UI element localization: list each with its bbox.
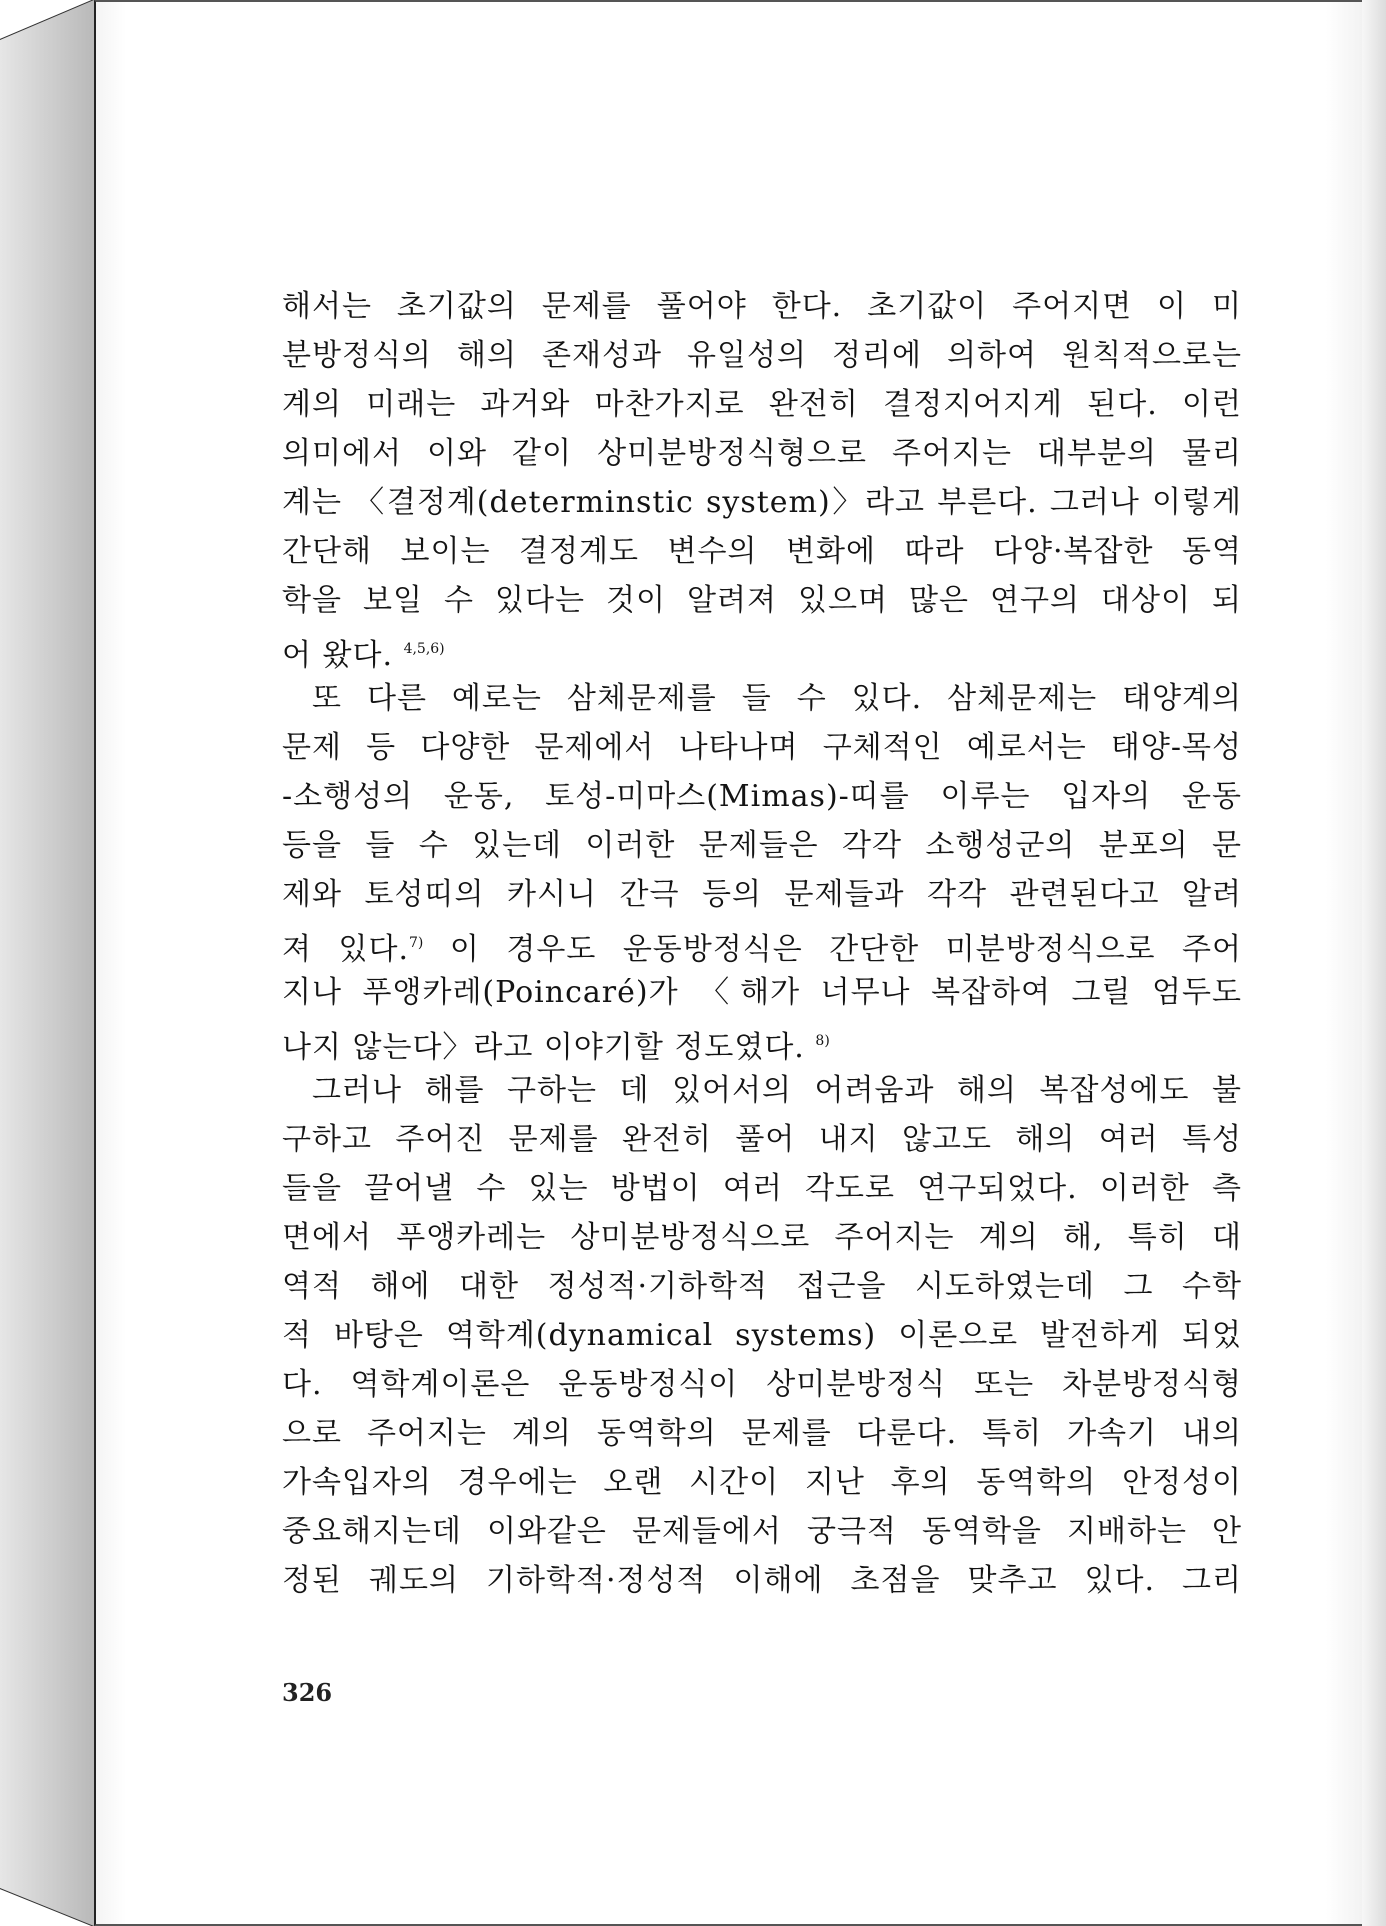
text-line: 해서는 초기값의 문제를 풀어야 한다. 초기값이 주어지면 이 미 (282, 289, 1242, 324)
text-line: 정된 궤도의 기하학적·정성적 이해에 초점을 맞추고 있다. 그리 (282, 1563, 1242, 1598)
text-line: 가속입자의 경우에는 오랜 시간이 지난 후의 동역학의 안정성이 (282, 1465, 1242, 1500)
text-line: 계의 미래는 과거와 마찬가지로 완전히 결정지어지게 된다. 이런 (282, 387, 1242, 422)
text-line: 면에서 푸앵카레는 상미분방정식으로 주어지는 계의 해, 특히 대 (282, 1220, 1242, 1255)
text-line: 그러나 해를 구하는 데 있어서의 어려움과 해의 복잡성에도 불 (312, 1073, 1242, 1108)
text-line: 지나 푸앵카레(Poincaré)가 〈해가 너무나 복잡하여 그릴 엄두도 (282, 975, 1242, 1010)
text-line: 구하고 주어진 문제를 완전히 풀어 내지 않고도 해의 여러 특성 (282, 1122, 1242, 1157)
footnote-ref: 4,5,6) (403, 641, 445, 657)
text-line: 어 왔다. $^{4,5,6)}$ (282, 638, 445, 673)
text-line: 제와 토성띠의 카시니 간극 등의 문제들과 각각 관련된다고 알려 (282, 877, 1242, 912)
text-line: 으로 주어지는 계의 동역학의 문제를 다룬다. 특히 가속기 내의 (282, 1416, 1242, 1451)
text-line: 분방정식의 해의 존재성과 유일성의 정리에 의하여 원칙적으로는 (282, 338, 1242, 373)
text-line: 적 바탕은 역학계(dynamical systems) 이론으로 발전하게 되었 (282, 1318, 1242, 1353)
footnote-ref: 7) (409, 935, 424, 951)
body-text (282, 282, 1242, 1605)
text-line: 나지 않는다〉라고 이야기할 정도였다. $^{8)}$ (282, 1030, 830, 1065)
text-line: 문제 등 다양한 문제에서 나타나며 구체적인 예로서는 태양-목성 (282, 730, 1242, 765)
text-line: 계는 〈결정계(determinstic system)〉라고 부른다. 그러나 이렇게 (282, 485, 1242, 520)
text-line: 학을 보일 수 있다는 것이 알려져 있으며 많은 연구의 대상이 되 (282, 583, 1242, 618)
text-line: 간단해 보이는 결정계도 변수의 변화에 따라 다양·복잡한 동역 (282, 534, 1242, 569)
text-line: -소행성의 운동, 토성-미마스(Mimas)-띠를 이루는 입자의 운동 (282, 779, 1242, 814)
text-line: 다. 역학계이론은 운동방정식이 상미분방정식 또는 차분방정식형 (282, 1367, 1242, 1402)
text-line: 등을 들 수 있는데 이러한 문제들은 각각 소행성군의 분포의 문 (282, 828, 1242, 863)
book-spine (0, 0, 100, 1926)
text-line: 또 다른 예로는 삼체문제를 들 수 있다. 삼체문제는 태양계의 (312, 681, 1242, 716)
text-line: 들을 끌어낼 수 있는 방법이 여러 각도로 연구되었다. 이러한 측 (282, 1171, 1242, 1206)
page-edge (1362, 0, 1386, 1926)
text-line: 의미에서 이와 같이 상미분방정식형으로 주어지는 대부분의 물리 (282, 436, 1242, 471)
footnote-ref: 8) (815, 1033, 830, 1049)
text-line: 역적 해에 대한 정성적·기하학적 접근을 시도하였는데 그 수학 (282, 1269, 1242, 1304)
page-number: 326 (282, 1678, 333, 1707)
text-line: 중요해지는데 이와같은 문제들에서 궁극적 동역학을 지배하는 안 (282, 1514, 1242, 1549)
text-line: 져 있다.$^{7)}$ 이 경우도 운동방정식은 간단한 미분방정식으로 주어 (282, 932, 1243, 967)
